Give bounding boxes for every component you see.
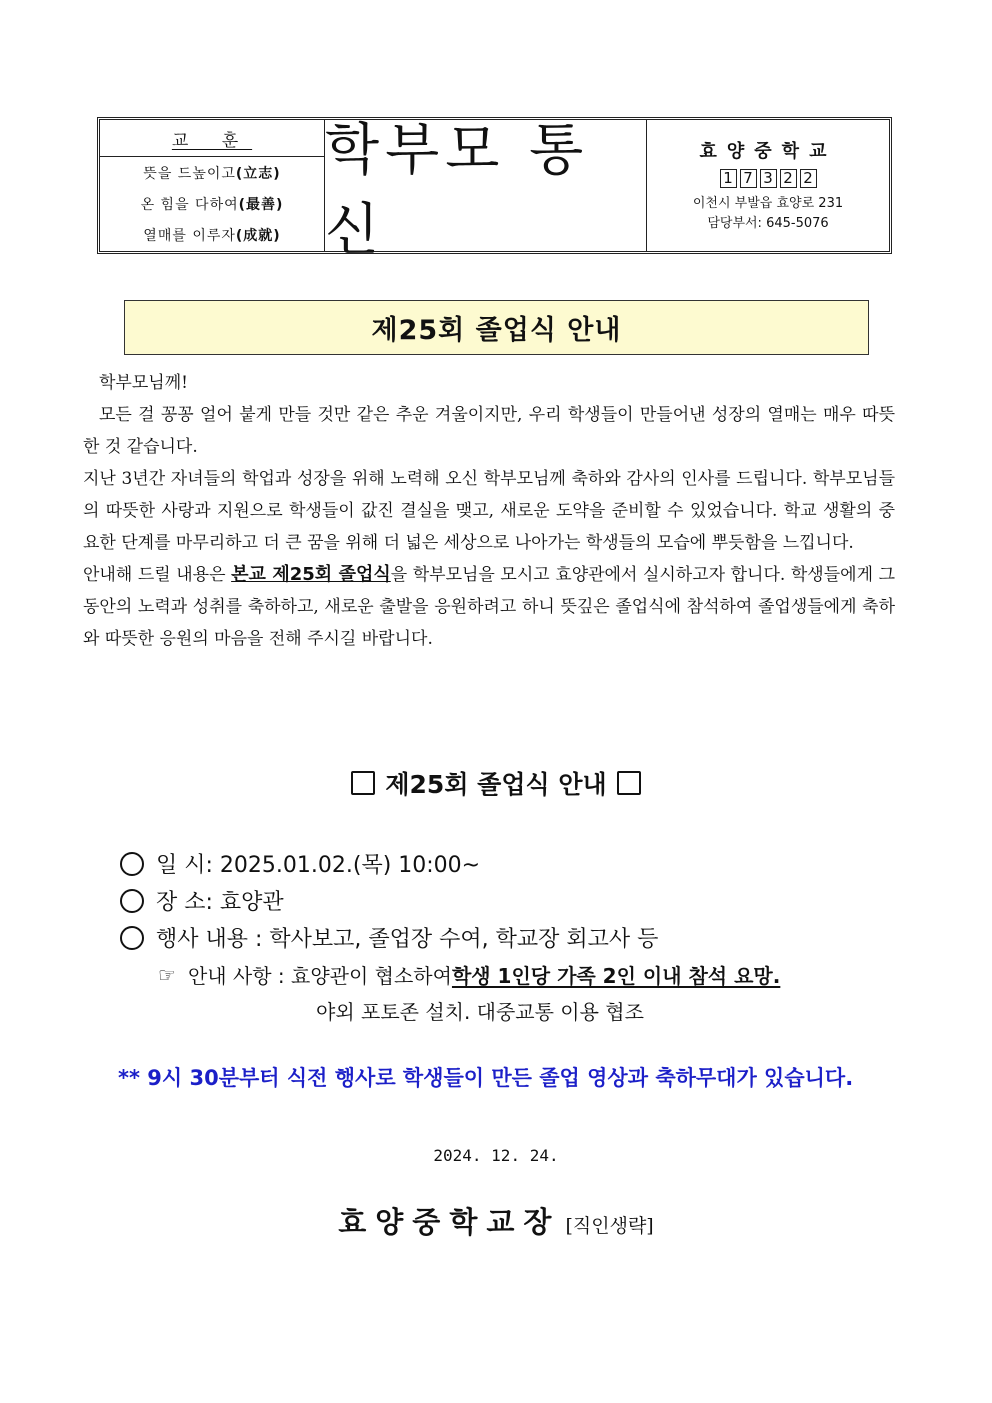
main-title-cell xyxy=(325,117,647,263)
paragraph-3-start: 안내해 드릴 내용은 xyxy=(83,565,232,585)
department-phone: 담당부서: 645-5076 xyxy=(707,216,829,231)
detail-place xyxy=(120,882,910,919)
pre-ceremony-notice: ** 9시 30분부터 식전 행사로 학생들이 만든 졸업 영상과 축하무대가 있습니다. xyxy=(118,1066,854,1090)
motto-title-text: 교 훈 xyxy=(171,130,253,151)
paragraph-3 xyxy=(83,559,895,655)
circle-bullet-icon xyxy=(120,889,144,913)
detail-text: 행사 내용 : 학사보고, 졸업장 수여, 학교장 회고사 등 xyxy=(156,927,659,952)
school-address: 이천시 부발읍 효양로 231 xyxy=(692,196,844,211)
zip-digit: 1 xyxy=(720,169,737,188)
motto-line-1 xyxy=(100,157,324,188)
note-highlight: 학생 1인당 가족 2인 이내 참석 요망. xyxy=(451,964,781,988)
signature xyxy=(0,1200,992,1241)
motto-line-text: 뜻을 드높이고 xyxy=(143,165,236,182)
school-info-cell xyxy=(647,120,889,251)
motto-line-3 xyxy=(100,220,324,251)
motto-line-hanja: (成就) xyxy=(235,228,281,245)
zip-digit: 2 xyxy=(780,169,797,188)
motto-line-2 xyxy=(100,188,324,219)
ceremony-details xyxy=(120,845,910,1027)
school-name: 효양중학교 xyxy=(699,141,837,162)
motto-line-text: 온 힘을 다하여 xyxy=(140,196,239,213)
detail-datetime xyxy=(120,845,910,882)
zip-digit: 7 xyxy=(740,169,757,188)
principal-title: 효양중학교장 xyxy=(338,1205,561,1239)
zip-code xyxy=(720,169,817,188)
sub-heading xyxy=(0,765,992,801)
paragraph-3-end: 을 학부모님을 모시고 효양관에서 실시하고자 합니다. 학생들에게 그동안의 노력과 성취를 축하하고, 새로운 출발을 응원하려고 하니 뜻깊은 졸업식에 참석하여 졸업생들에게 축하와 따뜻한 응원의 마음을 전해 주시길 바랍니다. xyxy=(83,565,895,649)
zip-digit: 3 xyxy=(760,169,777,188)
detail-text: 장 소: 효양관 xyxy=(156,890,284,915)
highlight-ceremony: 본교 제25회 졸업식 xyxy=(231,564,391,585)
motto-line-text: 열매를 이루자 xyxy=(143,228,236,245)
seal-omitted-note: [직인생략] xyxy=(565,1215,654,1237)
zip-digit: 2 xyxy=(800,169,817,188)
checkbox-icon xyxy=(617,771,641,795)
paragraph-2: 지난 3년간 자녀들의 학업과 성장을 위해 노력해 오신 학부모님께 축하와 감사의 인사를 드립니다. 학부모님들의 따뜻한 사랑과 지원으로 학생들이 값진 결실을 맺고, 새로운 도약을 준비할 수 있었습니다. 학교 생활의 중요한 단계를 마무리하고 더 큰 꿈을 위해 더 넓은 세상으로 나아가는 학생들의 모습에 뿌듯함을 느낍니다. xyxy=(83,469,895,553)
detail-program xyxy=(120,919,910,956)
circle-bullet-icon xyxy=(120,926,144,950)
pointing-finger-icon: ☞ xyxy=(158,962,176,987)
letterhead xyxy=(97,117,892,263)
sub-heading-text: 제25회 졸업식 안내 xyxy=(385,770,607,799)
detail-note-line-2: 야외 포토존 설치. 대중교통 이용 협조 xyxy=(316,999,644,1024)
motto-line-hanja: (最善) xyxy=(238,196,284,213)
greeting: 학부모님께! xyxy=(99,373,188,393)
letter-body xyxy=(83,367,895,655)
detail-text: 일 시: 2025.01.02.(목) 10:00~ xyxy=(156,853,481,878)
circle-bullet-icon xyxy=(120,852,144,876)
document-title: 제25회 졸업식 안내 xyxy=(124,300,869,355)
motto-cell xyxy=(100,120,325,251)
note-prefix: 안내 사항 : 효양관이 협소하여 xyxy=(187,964,452,988)
motto-line-hanja: (立志) xyxy=(235,165,281,182)
main-title: 학부모 통신 xyxy=(325,117,590,263)
detail-note xyxy=(120,956,910,993)
paragraph-1: 모든 걸 꽁꽁 얼어 붙게 만들 것만 같은 추운 겨울이지만, 우리 학생들이 만들어낸 성장의 열매는 매우 따뜻한 것 같습니다. xyxy=(83,405,895,457)
issue-date: 2024. 12. 24. xyxy=(433,1146,559,1165)
checkbox-icon xyxy=(351,771,375,795)
motto-title xyxy=(100,120,324,157)
